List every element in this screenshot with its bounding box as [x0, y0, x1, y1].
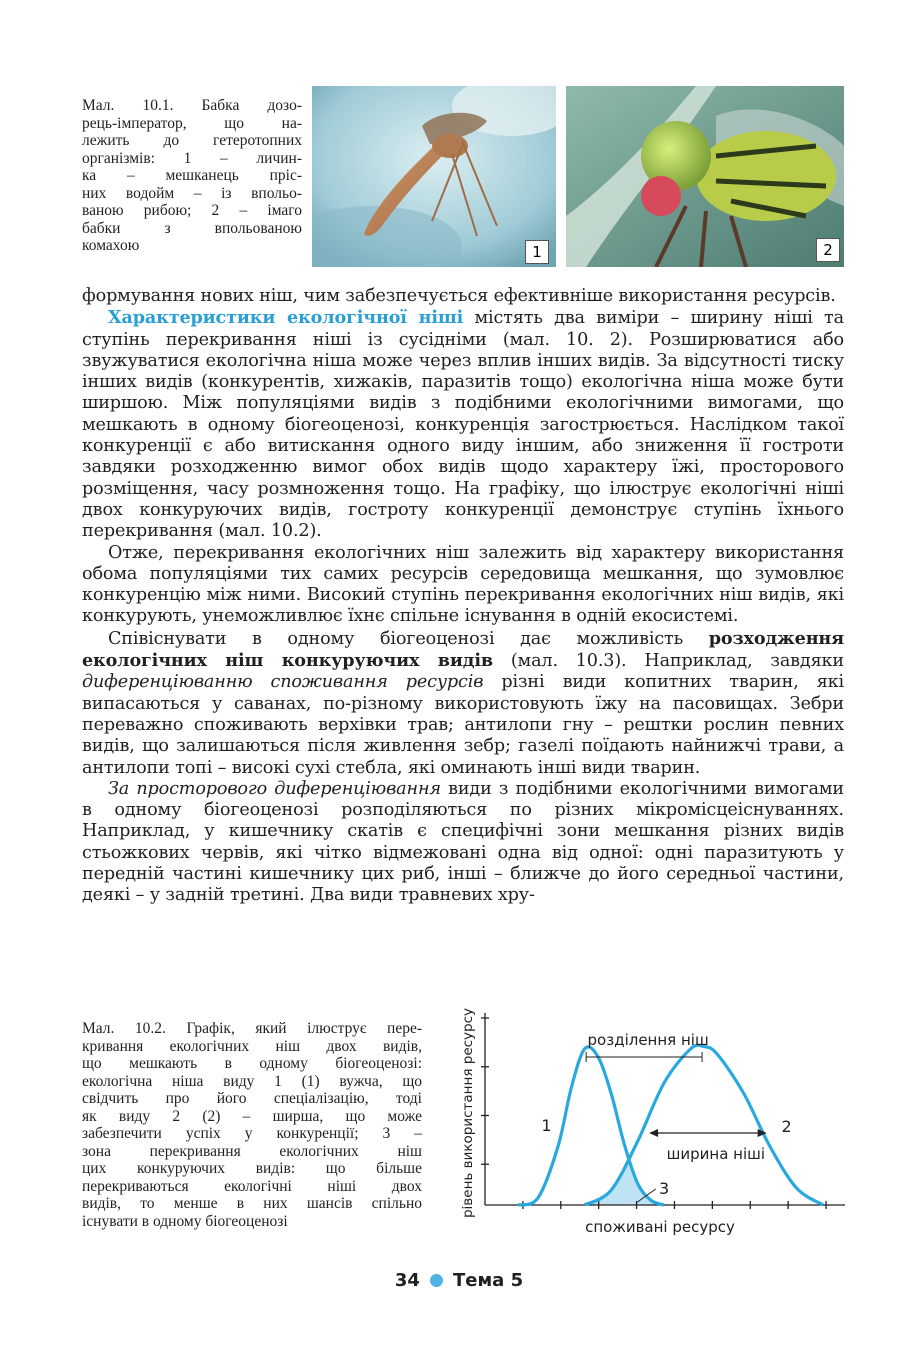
figure-1-caption [82, 97, 302, 255]
y-axis-label: рівень використання ресурсу [460, 1007, 476, 1219]
bold-niche-divergence: розходження екологічних ніш конкуруючих видів [82, 627, 844, 672]
topic-label: Тема 5 [452, 1270, 524, 1291]
photo-2-badge: 2 [816, 238, 840, 262]
x-axis-label: споживані ресурсу [585, 1218, 735, 1236]
figure-1-caption-last: комахою [82, 237, 140, 254]
curve-species-1 [518, 1047, 664, 1205]
label-niche-width: ширина ніші [666, 1145, 766, 1163]
figure-1-caption-line: бабки з впольованою [82, 219, 302, 237]
figure-2-caption-last: існувати в одному біогеоценозі [82, 1212, 288, 1230]
label-overlap-zone: 3 [659, 1179, 670, 1198]
figure-1-caption-line: рець-імператор, що на- [82, 114, 302, 132]
series-label-2: 2 [781, 1117, 792, 1136]
page-footer [0, 1270, 918, 1291]
photo-larva [312, 86, 556, 267]
larva-illustration [312, 86, 556, 267]
figure-1-caption-line: організмів: 1 – личин- [82, 149, 302, 167]
figure-2-caption-line: Мал. 10.2. Графік, який ілюструє пере- [82, 1020, 422, 1037]
figure-1-caption-line: ваною рибою; 2 – імаго [82, 202, 302, 219]
width-arrow-left-icon [649, 1129, 658, 1137]
italic-spatial-differentiation: За просторового диференціювання [108, 778, 441, 799]
figure-2-caption-line: зона перекривання екологічних ніш [82, 1142, 422, 1160]
figure-2-caption-line: як виду 2 (2) – ширша, що може [82, 1107, 422, 1125]
italic-resource-differentiation: диференціюванню споживання ресурсів [82, 672, 484, 693]
figure-2-caption-line: забезпечити успіх у конкуренції; 3 – [82, 1125, 422, 1142]
dragonfly-illustration [566, 86, 844, 267]
series-label-1: 1 [541, 1116, 552, 1135]
paragraph-4: Співіснувати в одному біогеоценозі дає можливість розходження екологічних ніш конкуруючих видів (мал. 10.3). Наприклад, завдяки диференціюванню споживання ресурсів різні види копитних тварин, які випасаються у саванах, по-різному використовують їжу на пасовищах. Зебри переважно споживають верхівки трав; антилопи гну – рештки рослин певних видів, що залишаються після живлення зебр; газелі поїдають найнижчі трави, а антилопи топі – високі сухі стебла, які оминають інші види тварин. [82, 627, 845, 778]
figure-2-caption-line: видів, то менше в них шансів спільно [82, 1195, 422, 1212]
figure-2-caption-line: перекриваються екологічні ніші двох [82, 1177, 422, 1195]
figure-2-caption-line: цих конкуруючих видів: що більше [82, 1160, 422, 1177]
figure-1-caption-line: них водойм – із впольо- [82, 184, 302, 202]
footer-dot-icon [430, 1274, 443, 1287]
paragraph-2: Характеристики екологічної ніші містять два виміри – ширину ніші та ступінь перекривання ніші із сусідніми (мал. 10. 2). Розширюватися або звужуватися екологічна ніша може через вплив інших видів. За відсутності тиску інших видів (конкурентів, хижаків, паразитів тощо) екологічна ніша може бути ширшою. Між популяціями видів з подібними екологічними вимогами, що мешкають в одному біогеоценозі, конкуренція загострюється. Наслідком такої конкуренції є або витискання одного виду іншим, або зниження її гостроти завдяки розходженню вимог обох видів щодо характеру їжі, просторового розміщення, часу розмноження тощо. На графіку, що ілюструє екологічні ніші двох конкуруючих видів, гостроту конкуренції демонструє ступінь їхнього перекривання (мал. 10.2). [82, 307, 844, 542]
paragraph-5: За просторового диференціювання види з подібними екологічними вимогами в одному біогеоценозі розподіляються по різних мікромісцеіснуваннях. Наприклад, у кишечнику скатів є специфічні зони мешкання різних видів стьожкових червів, які чітко відмежовані одна від одної: одні паразитують у передній частині кишечнику цих риб, інші – ближче до його середньої частини, деякі – у задній третині. Два види травневих хру- [82, 778, 844, 906]
figure-1-caption-line: лежить до гетеротопних [82, 132, 302, 149]
figure-2-caption-line: екологічна ніша виду 1 (1) вужча, що [82, 1072, 422, 1090]
paragraph-1: формування нових ніш, чим забезпечується ефективніше використання ресурсів. [82, 286, 836, 306]
figure-2-caption [82, 1020, 422, 1230]
figure-2-caption-line: кривання екологічних ніш двох видів, [82, 1037, 422, 1055]
term-niche-characteristics: Характеристики екологічної ніші [108, 307, 464, 329]
figure-1-caption-line: ка – мешканець пріс- [82, 167, 302, 184]
niche-overlap-chart [455, 1005, 850, 1240]
photo-adult-dragonfly [566, 86, 844, 267]
page-number: 34 [394, 1270, 420, 1291]
figure-1-caption-line: Мал. 10.1. Бабка дозо- [82, 97, 302, 114]
label-niche-separation: розділення ніш [587, 1031, 709, 1049]
main-text [82, 286, 844, 907]
figure-2-caption-line: свідчить про його спеціалізацію, тоді [82, 1090, 422, 1107]
figure-2-caption-line: що мешкають в одному біогеоценозі: [82, 1055, 422, 1072]
paragraph-3: Отже, перекривання екологічних ніш залежить від характеру використання обома популяціями тих самих ресурсів середовища мешкання, що зумовлює конкуренцію між ними. Високий ступінь перекривання екологічних ніш видів, які конкурують, унеможливлює їхнє спільне існування в одній екосистемі. [82, 542, 844, 627]
photo-1-badge: 1 [525, 240, 549, 264]
